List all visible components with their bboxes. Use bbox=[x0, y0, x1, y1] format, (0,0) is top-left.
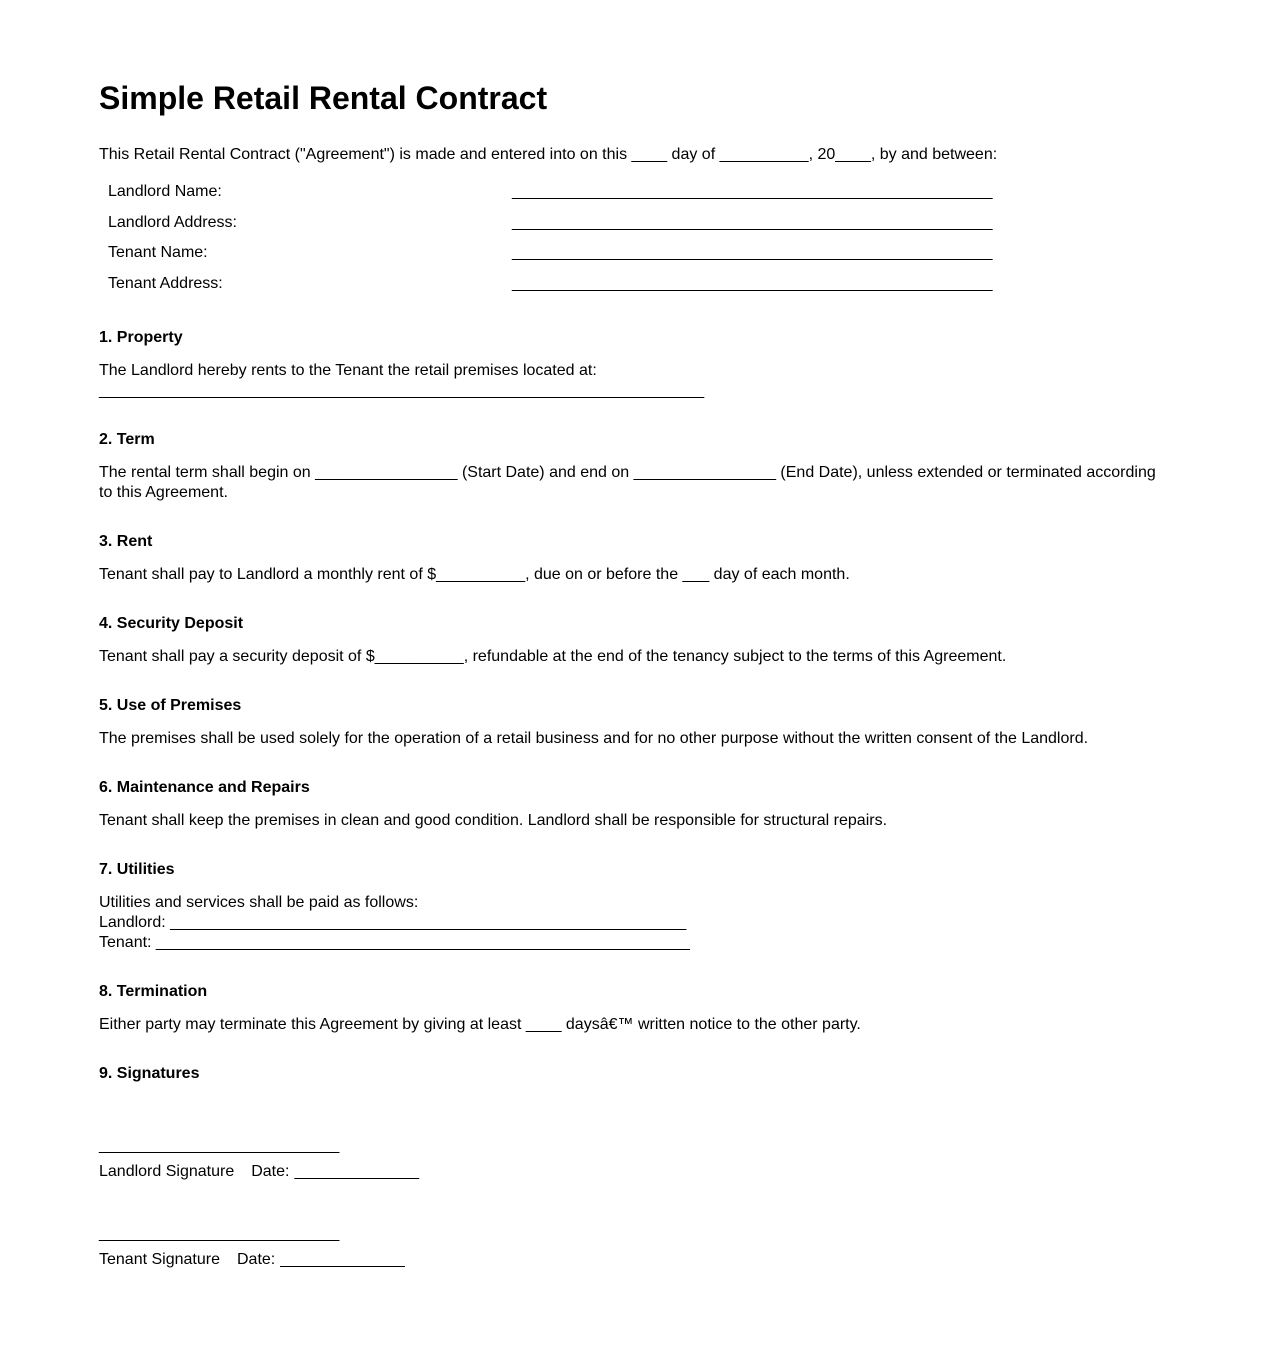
section-maintenance-repairs bbox=[99, 779, 1158, 831]
section-termination bbox=[99, 983, 1158, 1035]
section-signatures bbox=[99, 1065, 1158, 1273]
section-utilities bbox=[99, 861, 1158, 953]
tenant-date-blank-line: ______________ bbox=[280, 1250, 405, 1268]
landlord-address-label: Landlord Address: bbox=[108, 213, 237, 231]
tenant-date-label: Date: bbox=[236, 1250, 276, 1268]
landlord-address-blank-line: ______________________________________________________ bbox=[512, 213, 993, 231]
section-security-deposit bbox=[99, 615, 1158, 667]
landlord-signature-block bbox=[99, 1133, 1158, 1185]
parties-table bbox=[99, 177, 1158, 299]
tenant-name-blank-line: ______________________________________________________ bbox=[512, 244, 993, 262]
tenant-signature-block bbox=[99, 1221, 1158, 1273]
landlord-date-blank-line: ______________ bbox=[294, 1162, 420, 1180]
section-term bbox=[99, 431, 1158, 503]
landlord-signature-line: ___________________________ bbox=[99, 1136, 340, 1154]
section-security-deposit-heading: 4. Security Deposit bbox=[99, 614, 244, 632]
tenant-signature-label: Tenant Signature bbox=[99, 1250, 220, 1268]
landlord-signature-label-row bbox=[99, 1159, 1158, 1185]
intro-paragraph: This Retail Rental Contract ("Agreement") is made and entered into on this ____ day of __________, 20____, by and between: bbox=[99, 145, 998, 163]
party-row-landlord-name bbox=[99, 177, 1158, 208]
section-rent bbox=[99, 533, 1158, 585]
section-use-of-premises bbox=[99, 697, 1158, 749]
section-utilities-heading: 7. Utilities bbox=[99, 860, 175, 878]
section-property-heading: 1. Property bbox=[99, 328, 183, 346]
section-security-deposit-body: Tenant shall pay a security deposit of $__________, refundable at the end of the tenancy subject to the terms of this Agreement. bbox=[99, 647, 1007, 665]
section-term-heading: 2. Term bbox=[99, 430, 155, 448]
party-row-tenant-name bbox=[99, 238, 1158, 269]
section-use-of-premises-heading: 5. Use of Premises bbox=[99, 696, 242, 714]
landlord-name-label: Landlord Name: bbox=[108, 183, 222, 201]
document-title: Simple Retail Rental Contract bbox=[99, 80, 548, 116]
landlord-date-label: Date: bbox=[251, 1162, 290, 1180]
section-signatures-heading: 9. Signatures bbox=[99, 1064, 200, 1082]
landlord-signature-label: Landlord Signature bbox=[99, 1162, 235, 1180]
section-maintenance-repairs-body: Tenant shall keep the premises in clean and good condition. Landlord shall be responsible for structural repairs. bbox=[99, 811, 888, 829]
section-property bbox=[99, 329, 1158, 401]
tenant-address-label: Tenant Address: bbox=[108, 274, 223, 292]
section-termination-body: Either party may terminate this Agreement by giving at least ____ daysâ€™ written notice to the other party. bbox=[99, 1015, 861, 1033]
section-rent-body: Tenant shall pay to Landlord a monthly rent of $__________, due on or before the ___ day of each month. bbox=[99, 565, 850, 583]
section-rent-heading: 3. Rent bbox=[99, 532, 153, 550]
section-property-body: The Landlord hereby rents to the Tenant the retail premises located at: bbox=[99, 361, 597, 379]
tenant-name-label: Tenant Name: bbox=[108, 244, 208, 262]
tenant-signature-label-row bbox=[99, 1247, 1158, 1273]
party-row-tenant-address bbox=[99, 268, 1158, 299]
section-utilities-tenant-line: Tenant: ____________________________________________________________ bbox=[99, 933, 690, 951]
section-use-of-premises-body: The premises shall be used solely for the operation of a retail business and for no other purpose without the written consent of the Landlord. bbox=[99, 729, 1089, 747]
tenant-signature-line: ___________________________ bbox=[99, 1224, 340, 1242]
section-property-blank-line: ____________________________________________________________________ bbox=[99, 381, 705, 399]
section-maintenance-repairs-heading: 6. Maintenance and Repairs bbox=[99, 778, 310, 796]
party-row-landlord-address bbox=[99, 207, 1158, 238]
section-utilities-intro-line: Utilities and services shall be paid as follows: bbox=[99, 893, 419, 911]
section-termination-heading: 8. Termination bbox=[99, 982, 208, 1000]
section-utilities-landlord-line: Landlord: __________________________________________________________ bbox=[99, 913, 687, 931]
tenant-address-blank-line: ______________________________________________________ bbox=[512, 274, 993, 292]
section-term-body: The rental term shall begin on ________________ (Start Date) and end on ________________ (End Date), unless extended or terminated according to this Agreement. bbox=[99, 463, 1156, 501]
landlord-name-blank-line: ______________________________________________________ bbox=[512, 183, 993, 201]
